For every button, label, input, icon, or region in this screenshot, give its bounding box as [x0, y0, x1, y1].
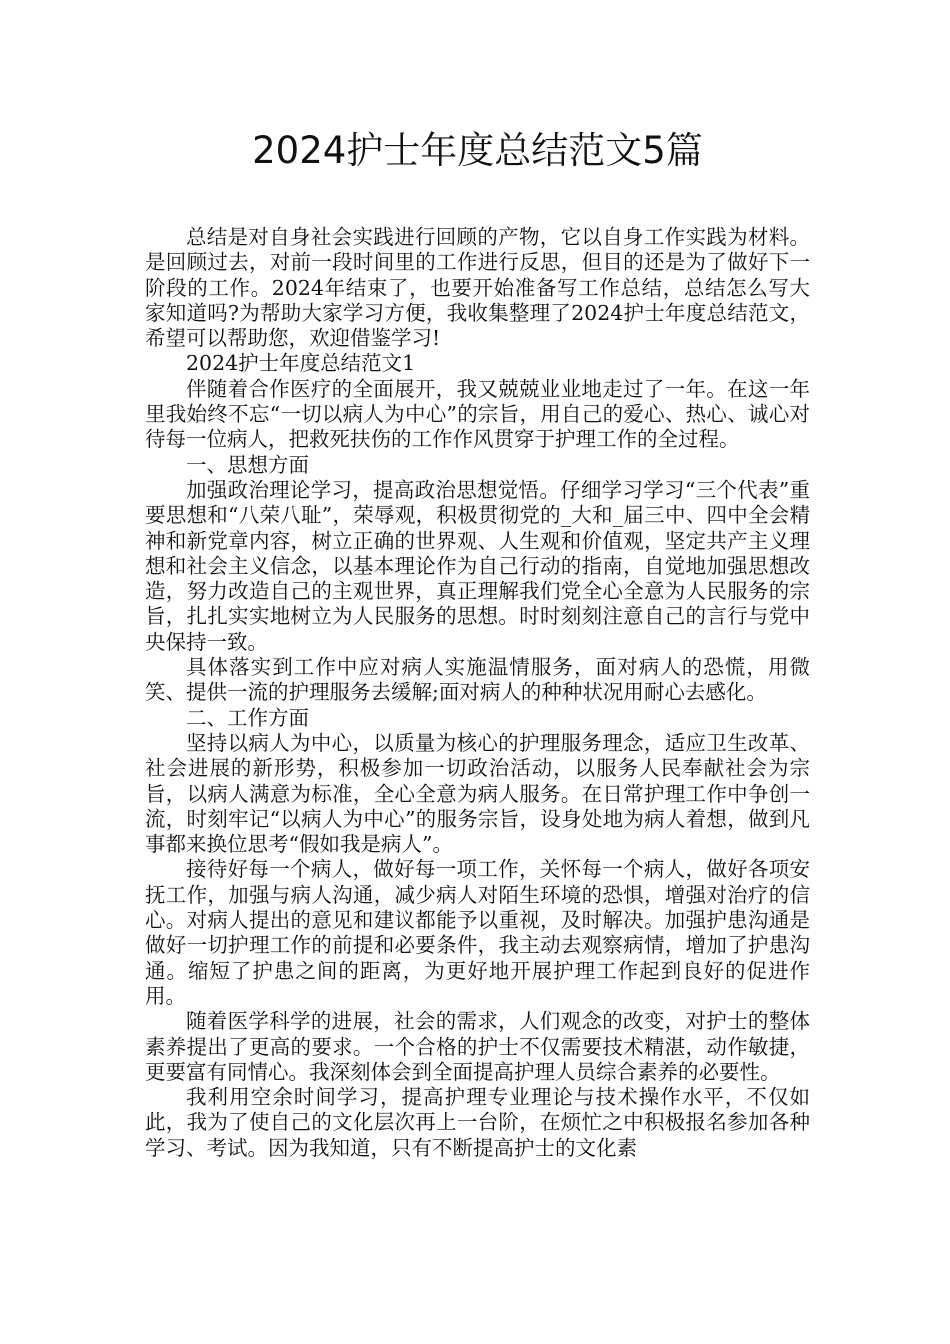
- paragraph: 我利用空余时间学习，提高护理专业理论与技术操作水平，不仅如此，我为了使自己的文化层次再上一台阶，在烦忙之中积极报名参加各种学习、考试。因为我知道，只有不断提高护士的文化素: [145, 1085, 810, 1160]
- paragraph: 接待好每一个病人，做好每一项工作，关怀每一个病人，做好各项安抚工作，加强与病人沟通，减少病人对陌生环境的恐惧，增强对治疗的信心。对病人提出的意见和建议都能予以重视，及时解决。加强护患沟通是做好一切护理工作的前提和必要条件，我主动去观察病情，增加了护患沟通。缩短了护患之间的距离，为更好地开展护理工作起到良好的促进作用。: [145, 857, 810, 1008]
- document-body: [145, 225, 810, 1161]
- paragraph-intro: 总结是对自身社会实践进行回顾的产物，它以自身工作实践为材料。是回顾过去，对前一段时间里的工作进行反思，但目的还是为了做好下一阶段的工作。2024年结束了，也要开始准备写工作总结，总结怎么写大家知道吗?为帮助大家学习方便，我收集整理了2024护士年度总结范文，希望可以帮助您，欢迎借鉴学习!: [145, 225, 810, 351]
- paragraph: 加强政治理论学习，提高政治思想觉悟。仔细学习学习“三个代表”重要思想和“八荣八耻”，荣辱观，积极贯彻党的_大和_届三中、四中全会精神和新党章内容，树立正确的世界观、人生观和价值观，坚定共产主义理想和社会主义信念，以基本理论作为自己行动的指南，自觉地加强思想改造，努力改造自己的主观世界，真正理解我们党全心全意为人民服务的宗旨，扎扎实实地树立为人民服务的思想。时时刻刻注意自己的言行与党中央保持一致。: [145, 477, 810, 654]
- paragraph: 伴随着合作医疗的全面展开，我又兢兢业业地走过了一年。在这一年里我始终不忘“一切以病人为中心”的宗旨，用自己的爱心、热心、诚心对待每一位病人，把救死扶伤的工作作风贯穿于护理工作的全过程。: [145, 376, 810, 452]
- section-heading-work: 二、工作方面: [186, 705, 309, 730]
- paragraph: 随着医学科学的进展，社会的需求，人们观念的改变，对护士的整体素养提出了更高的要求。一个合格的护士不仅需要技术精湛，动作敏捷，更要富有同情心。我深刻体会到全面提高护理人员综合素养的必要性。: [145, 1009, 810, 1084]
- paragraph: 坚持以病人为中心，以质量为核心的护理服务理念，适应卫生改革、社会进展的新形势，积极参加一切政治活动，以服务人民奉献社会为宗旨，以病人满意为标准，全心全意为病人服务。在日常护理工作中争创一流，时刻牢记“以病人为中心”的服务宗旨，设身处地为病人着想，做到凡事都来换位思考“假如我是病人”。: [145, 730, 810, 857]
- paragraph: 具体落实到工作中应对病人实施温情服务，面对病人的恐慌，用微笑、提供一流的护理服务去缓解;面对病人的种种状况用耐心去感化。: [145, 655, 810, 705]
- section-heading-sample-1: 2024护士年度总结范文1: [186, 351, 416, 376]
- section-heading-thought: 一、思想方面: [186, 452, 309, 477]
- document-title: 2024护士年度总结范文5篇: [252, 129, 703, 172]
